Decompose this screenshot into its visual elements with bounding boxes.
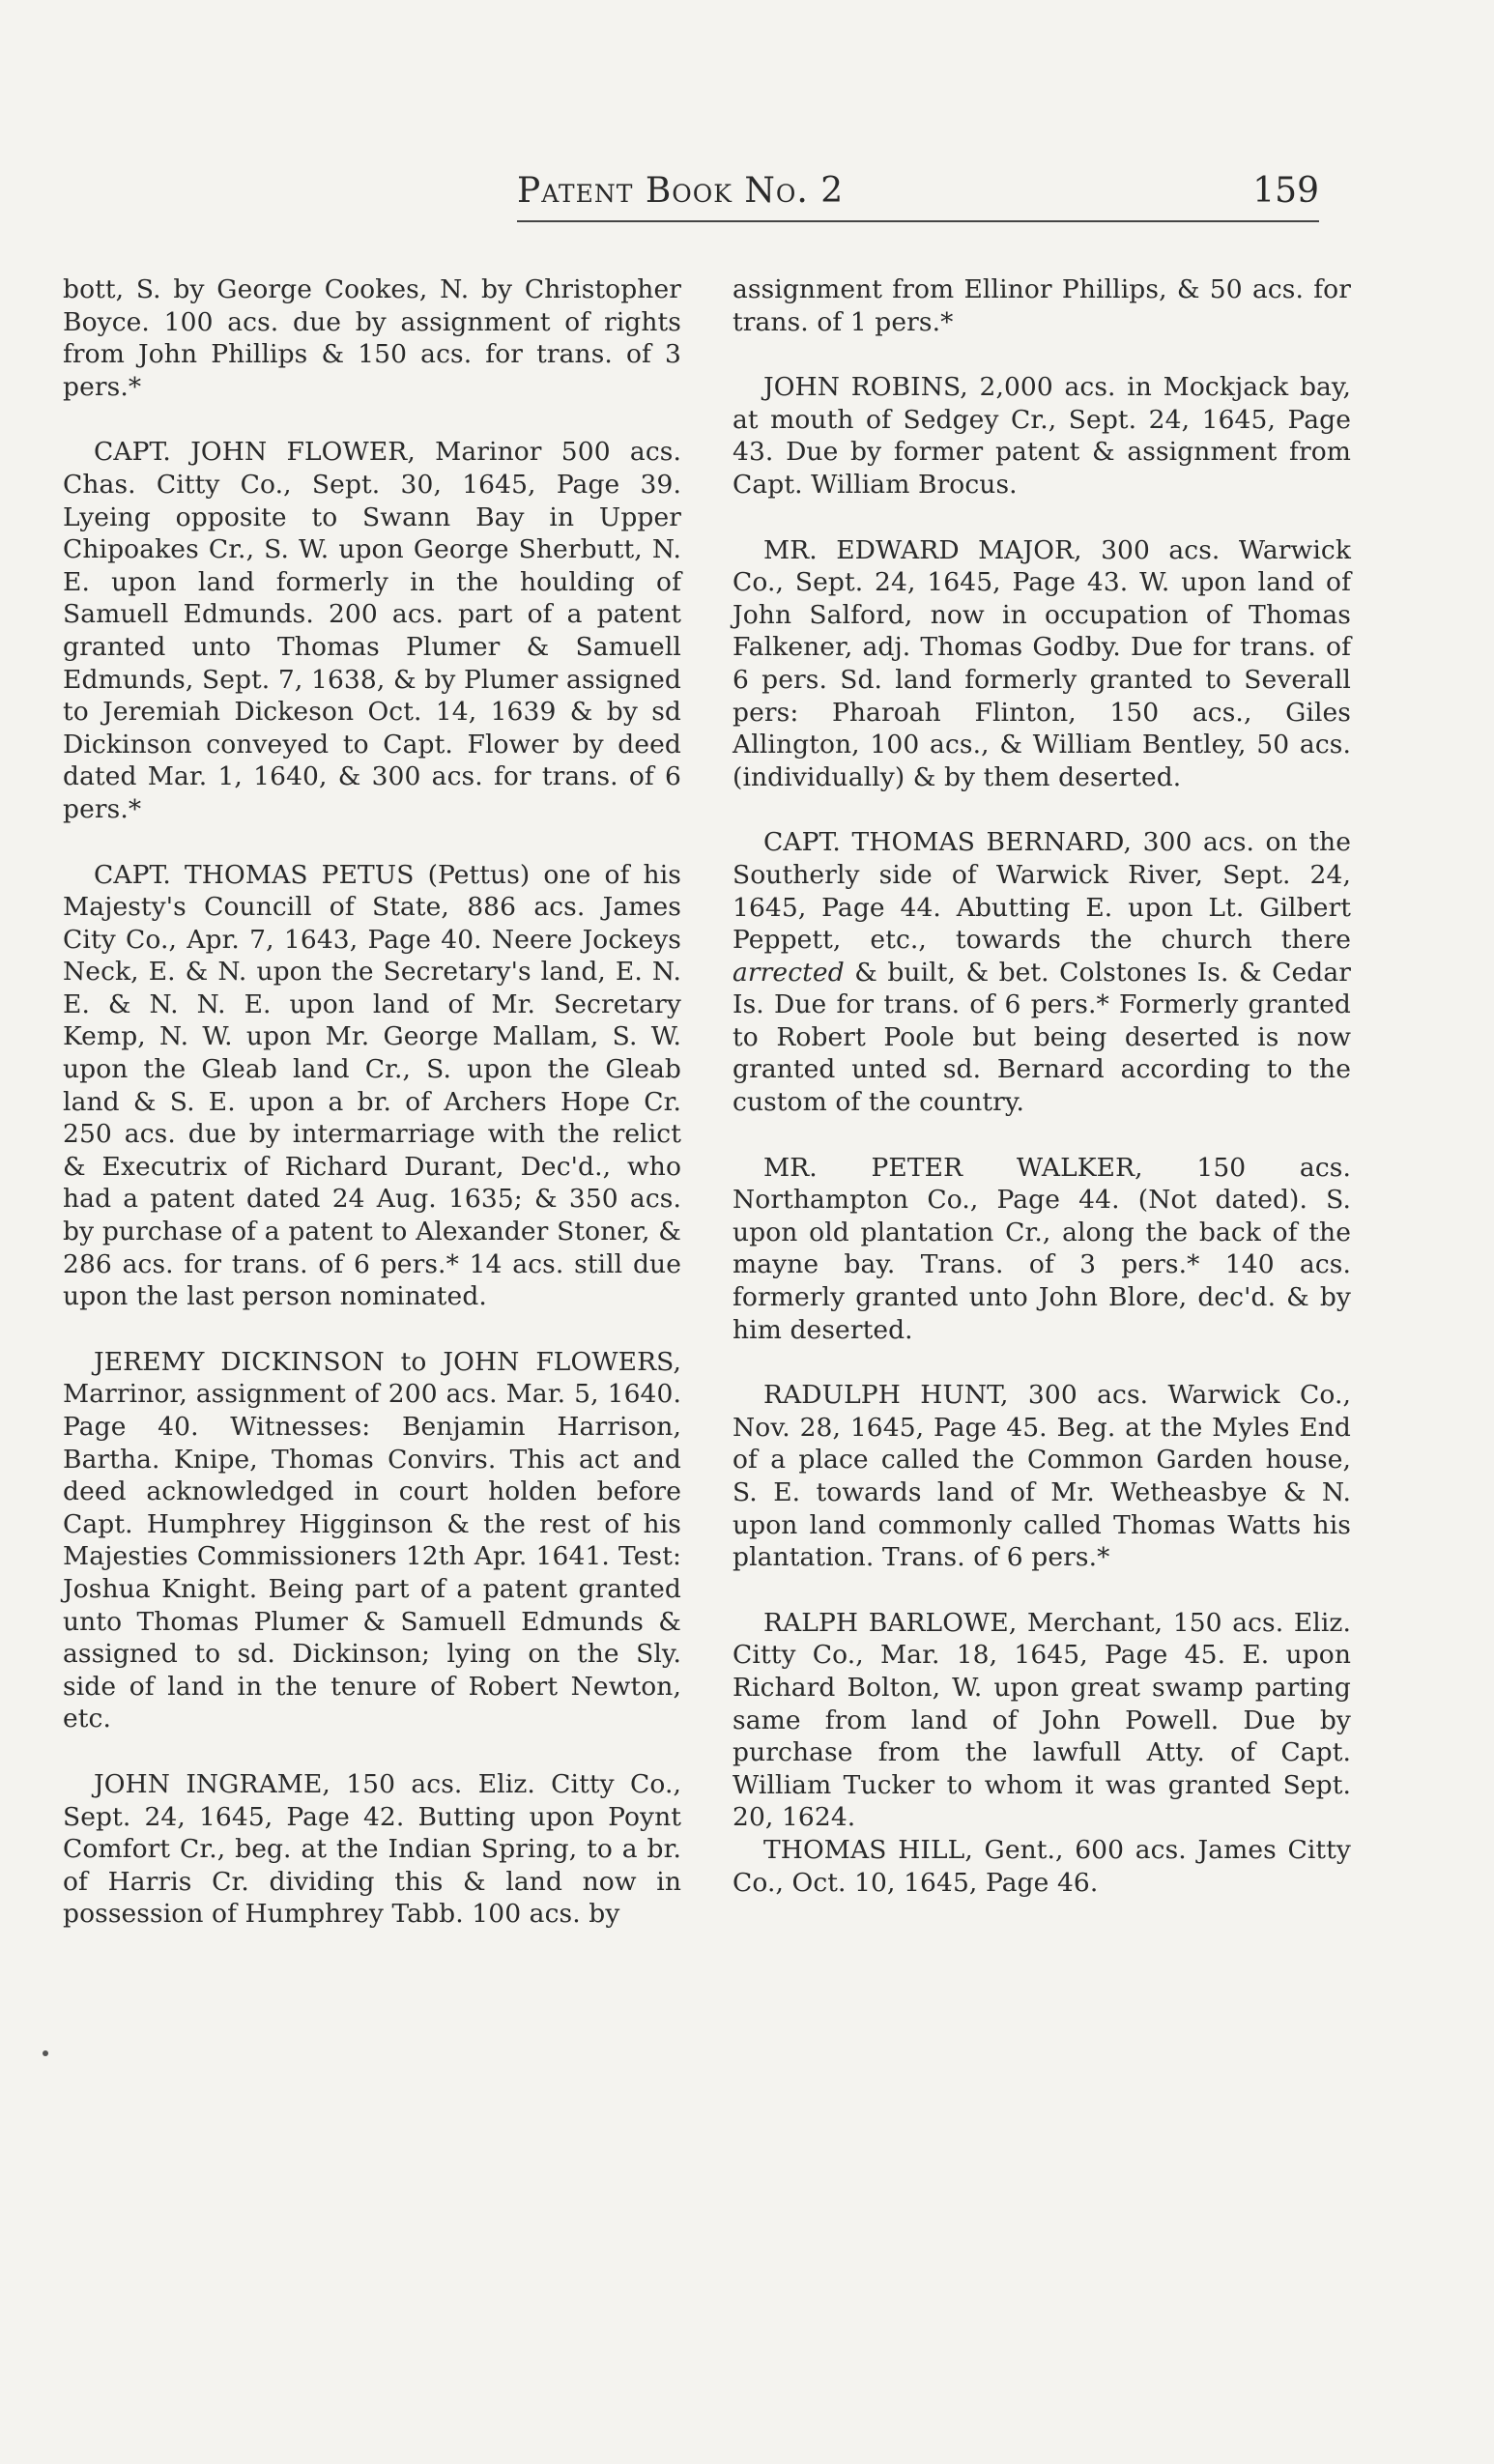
patent-entry-john-flower: CAPT. JOHN FLOWER, Marinor 500 acs. Chas. Citty Co., Sept. 30, 1645, Page 39. Lyeing opposite to Swann Bay in Upper Chipoakes Cr., S. W. upon George Sherbutt, N. E. upon land formerly in the houlding of Samuell Edmunds. 200 acs. part of a patent granted unto Thomas Plumer & Samuell Edmunds, Sept. 7, 1638, & by Plumer assigned to Jeremiah Dickeson Oct. 14, 1639 & by sd Dickinson conveyed to Capt. Flower by deed dated Mar. 1, 1640, & 300 acs. for trans. of 6 pers.* [63, 437, 681, 824]
continued-entry: assignment from Ellinor Phillips, & 50 acs. for trans. of 1 pers.* [733, 274, 1351, 337]
patent-entry-thomas-bernard [733, 826, 1351, 1118]
page-number: 159 [1252, 171, 1319, 211]
patent-entry-john-robins: JOHN ROBINS, 2,000 acs. in Mockjack bay, at mouth of Sedgey Cr., Sept. 24, 1645, Page 43. Due by former patent & assignment from Capt. William Brocus. [733, 372, 1351, 500]
patent-entry-thomas-petus: CAPT. THOMAS PETUS (Pettus) one of his Majesty's Councill of State, 886 acs. James City Co., Apr. 7, 1643, Page 40. Neere Jockeys Neck, E. & N. upon the Secretary's land, E. N. E. & N. N. E. upon land of Mr. Secretary Kemp, N. W. upon Mr. George Mallam, S. W. upon the Gleab land Cr., S. upon the Gleab land & S. E. upon a br. of Archers Hope Cr. 250 acs. due by intermarriage with the relict & Executrix of Richard Durant, Dec'd., who had a patent dated 24 Aug. 1635; & 350 acs. by purchase of a patent to Alexander Stoner, & 286 acs. for trans. of 6 pers.* 14 acs. still due upon the last person nominated. [63, 859, 681, 1312]
patent-entry-edward-major: MR. EDWARD MAJOR, 300 acs. Warwick Co., Sept. 24, 1645, Page 43. W. upon land of John Salford, now in occupation of Thomas Falkener, adj. Thomas Godby. Due for trans. of 6 pers. Sd. land formerly granted to Severall pers: Pharoah Flinton, 150 acs., Giles Allington, 100 acs., & William Bentley, 50 acs. (individually) & by them deserted. [733, 534, 1351, 792]
entry-text: CAPT. THOMAS BERNARD, 300 acs. on the Southerly side of Warwick River, Sept. 24, 1645, Page 44. Abutting E. upon Lt. Gilbert Peppett, etc., towards the church there [733, 827, 1351, 956]
header-rule [517, 220, 1319, 222]
patent-entry-ralph-barlowe: RALPH BARLOWE, Merchant, 150 acs. Eliz. Citty Co., Mar. 18, 1645, Page 45. E. upon Richard Bolton, W. upon great swamp parting same from land of John Powell. Due by purchase from the lawfull Atty. of Capt. William Tucker to whom it was granted Sept. 20, 1624. [733, 1607, 1351, 1833]
right-column [733, 273, 1351, 1899]
patent-entry-radulph-hunt: RADULPH HUNT, 300 acs. Warwick Co., Nov. 28, 1645, Page 45. Beg. at the Myles End of a place called the Common Garden house, S. E. towards land of Mr. Wetheasbye & N. upon land commonly called Thomas Watts his plantation. Trans. of 6 pers.* [733, 1380, 1351, 1573]
left-column [63, 273, 681, 1931]
patent-entry-jeremy-dickinson: JEREMY DICKINSON to JOHN FLOWERS, Marrinor, assignment of 200 acs. Mar. 5, 1640. Page 40. Witnesses: Benjamin Harrison, Bartha. Knipe, Thomas Convirs. This act and deed acknowledged in court holden before Capt. Humphrey Higginson & the rest of his Majesties Commissioners 12th Apr. 1641. Test: Joshua Knight. Being part of a patent granted unto Thomas Plumer & Samuell Edmunds & assigned to sd. Dickinson; lying on the Sly. side of land in the tenure of Robert Newton, etc. [63, 1346, 681, 1734]
patent-entry-peter-walker: MR. PETER WALKER, 150 acs. Northampton Co., Page 44. (Not dated). S. upon old plantation Cr., along the back of the mayne bay. Trans. of 3 pers.* 140 acs. formerly granted unto John Blore, dec'd. & by him deserted. [733, 1152, 1351, 1345]
entry-text: & built, & bet. Colstones Is. & Cedar Is. Due for trans. of 6 pers.* Formerly granted to Robert Poole but being deserted is now granted unted sd. Bernard according to the custom of the country. [733, 957, 1351, 1118]
patent-entry-thomas-hill: THOMAS HILL, Gent., 600 acs. James Citty Co., Oct. 10, 1645, Page 46. [733, 1834, 1351, 1898]
running-head [517, 166, 1319, 216]
continued-entry: bott, S. by George Cookes, N. by Christopher Boyce. 100 acs. due by assignment of rights from John Phillips & 150 acs. for trans. of 3 pers.* [63, 274, 681, 402]
patent-entry-john-ingrame: JOHN INGRAME, 150 acs. Eliz. Citty Co., Sept. 24, 1645, Page 42. Butting upon Poynt Comfort Cr., beg. at the Indian Spring, to a br. of Harris Cr. dividing this & land now in possession of Humphrey Tabb. 100 acs. by [63, 1768, 681, 1930]
running-title: Patent Book No. 2 [517, 171, 845, 211]
margin-mark [43, 2050, 48, 2056]
italic-word: arrected [733, 957, 845, 988]
